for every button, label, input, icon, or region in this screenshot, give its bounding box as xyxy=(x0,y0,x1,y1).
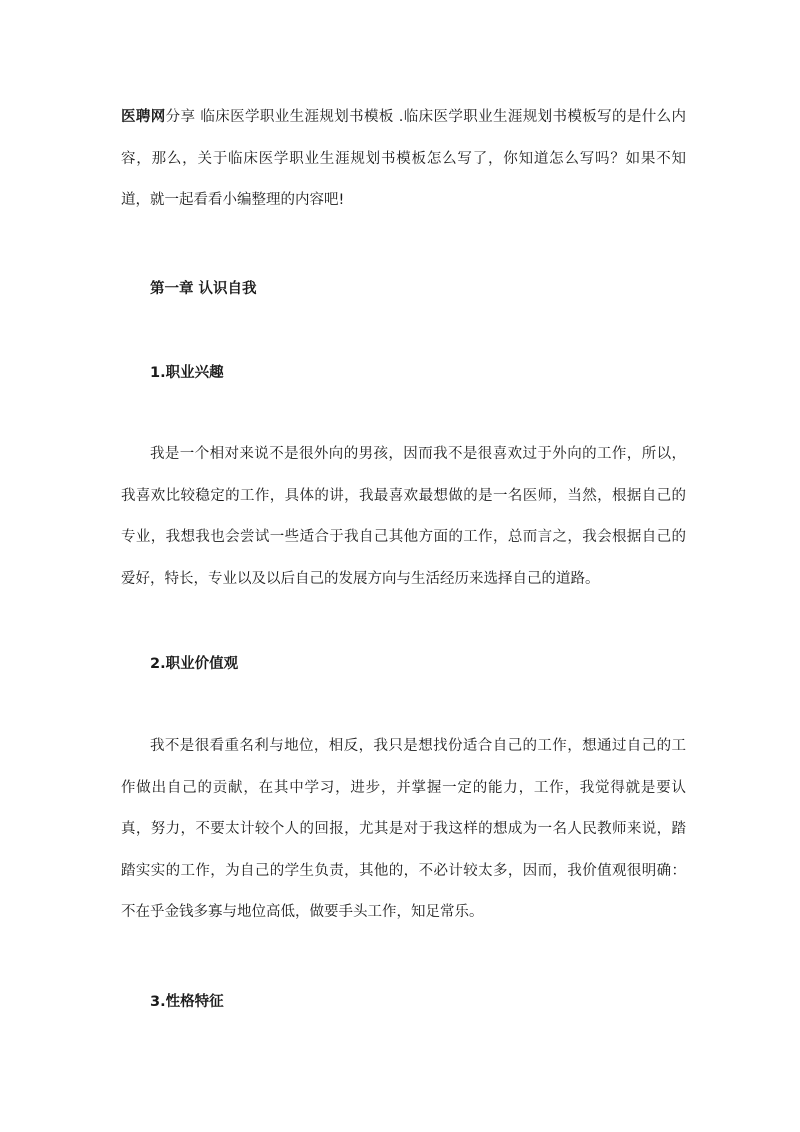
section-heading-interest: 1.职业兴趣 xyxy=(150,365,224,381)
intro-paragraph xyxy=(121,97,686,222)
section-heading-personality: 3.性格特征 xyxy=(150,994,224,1010)
section-heading-values: 2.职业价值观 xyxy=(150,656,239,672)
chapter-title: 第一章 认识自我 xyxy=(150,281,257,297)
brand-name: 医聘网 xyxy=(121,109,166,125)
section-body-values: 我不是很看重名利与地位，相反，我只是想找份适合自己的工作，想通过自己的工作做出自己的贡献，在其中学习，进步，并掌握一定的能力，工作，我觉得就是要认真，努力，不要太计较个人的回报，尤其是对于我这样的想成为一名人民教师来说，踏踏实实的工作，为自己的学生负责，其他的，不必计较太多，因而，我价值观很明确：不在乎金钱多寡与地位高低，做要手头工作，知足常乐。 xyxy=(121,738,686,920)
intro-text: 分享 临床医学职业生涯规划书模板 .临床医学职业生涯规划书模板写的是什么内容，那么，关于临床医学职业生涯规划书模板怎么写了，你知道怎么写吗？如果不知道，就一起看看小编整理的内容吧! xyxy=(121,109,687,208)
section-body-interest: 我是一个相对来说不是很外向的男孩，因而我不是很喜欢过于外向的工作，所以，我喜欢比较稳定的工作，具体的讲，我最喜欢最想做的是一名医师，当然，根据自己的专业，我想我也会尝试一些适合于我自己其他方面的工作，总而言之，我会根据自己的爱好，特长，专业以及以后自己的发展方向与生活经历来选择自己的道路。 xyxy=(121,446,686,587)
